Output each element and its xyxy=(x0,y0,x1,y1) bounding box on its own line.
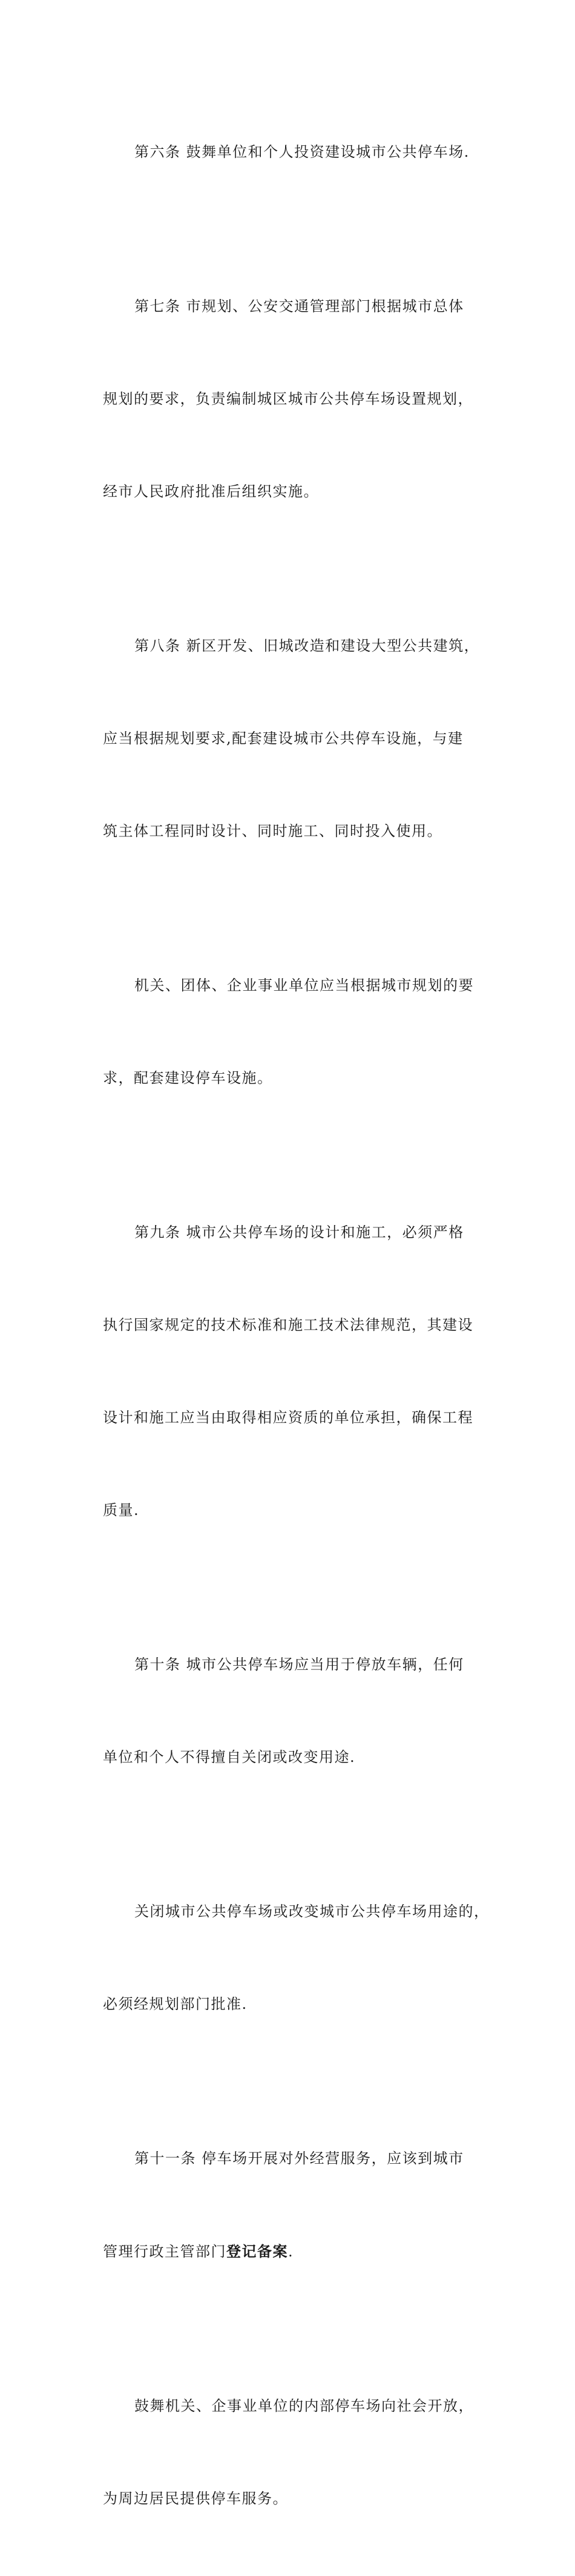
article-9-line-3: 设计和施工应当由取得相应资质的单位承担，确保工程 xyxy=(103,1409,473,1426)
article-11-paragraph-2 xyxy=(103,2329,478,2576)
article-10-line-2: 单位和个人不得擅自关闭或改变用途. xyxy=(103,1749,356,1766)
article-8 xyxy=(103,569,478,908)
article-9-line-1: 第九条 城市公共停车场的设计和施工，必须严格 xyxy=(134,1224,464,1241)
article-8-line-2: 应当根据规划要求,配套建设城市公共停车设施，与建 xyxy=(103,730,464,747)
article-7-line-3: 经市人民政府批准后组织实施。 xyxy=(103,483,319,500)
article-7-line-2: 规划的要求，负责编制城区城市公共停车场设置规划， xyxy=(103,390,473,407)
article-11-line-1: 第十一条 停车场开展对外经营服务，应该到城市 xyxy=(134,2150,464,2167)
document-body xyxy=(103,75,490,2576)
article-9-line-2: 执行国家规定的技术标准和施工技术法律规范，其建设 xyxy=(103,1316,473,1333)
article-10-p2-line-1: 关闭城市公共停车场或改变城市公共停车场用途的， xyxy=(134,1903,490,1920)
article-10-p2-line-2: 必须经规划部门批准. xyxy=(103,1996,248,2012)
article-11-p2-line-2: 为周边居民提供停车服务。 xyxy=(103,2490,288,2507)
article-10-line-1: 第十条 城市公共停车场应当用于停放车辆，任何 xyxy=(134,1656,464,1673)
article-10 xyxy=(103,1588,478,1835)
article-7-line-1: 第七条 市规划、公安交通管理部门根据城市总体 xyxy=(134,298,464,315)
article-6-line-1: 第六条 鼓舞单位和个人投资建设城市公共停车场. xyxy=(134,143,470,160)
article-8-paragraph-2 xyxy=(103,908,478,1155)
article-8-line-3: 筑主体工程同时设计、同时施工、同时投入使用。 xyxy=(103,823,442,840)
article-8-p2-line-1: 机关、团体、企业事业单位应当根据城市规划的要 xyxy=(134,977,474,994)
article-11-line-2 xyxy=(103,2236,478,2267)
article-10-paragraph-2 xyxy=(103,1835,490,2082)
article-11 xyxy=(103,2082,478,2329)
registration-emphasis: 登记备案 xyxy=(226,2242,288,2260)
article-6 xyxy=(103,75,478,229)
article-9 xyxy=(103,1155,478,1588)
article-7 xyxy=(103,229,478,569)
article-11-line-2-suffix: . xyxy=(288,2243,294,2260)
article-11-p2-line-1: 鼓舞机关、企事业单位的内部停车场向社会开放， xyxy=(134,2397,474,2414)
article-8-line-1: 第八条 新区开发、旧城改造和建设大型公共建筑， xyxy=(134,637,480,654)
article-8-p2-line-2: 求，配套建设停车设施。 xyxy=(103,1070,273,1086)
article-9-line-4: 质量. xyxy=(103,1502,140,1519)
article-11-line-2-prefix: 管理行政主管部门 xyxy=(103,2243,226,2260)
